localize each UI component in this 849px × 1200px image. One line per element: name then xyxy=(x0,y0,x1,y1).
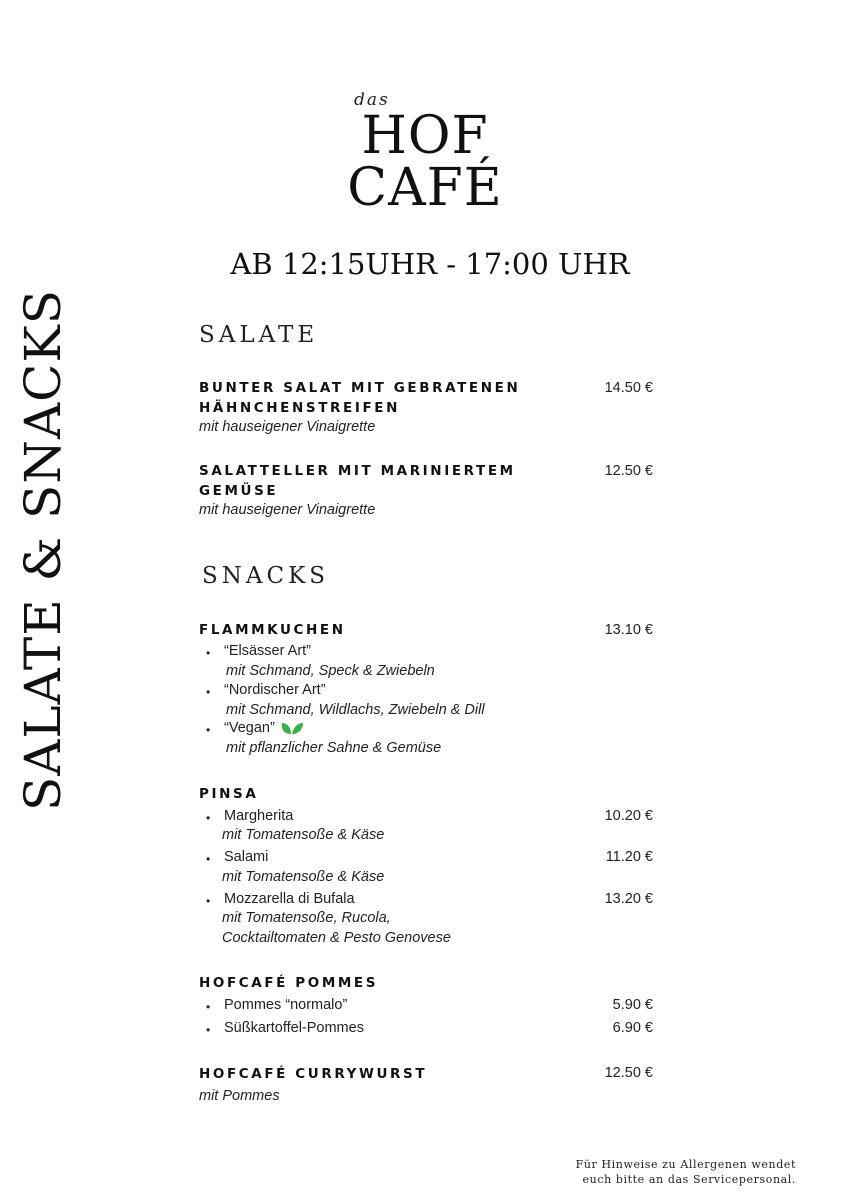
variant-description: mit Schmand, Wildlachs, Zwiebeln & Dill xyxy=(226,702,485,718)
item-description: mit Pommes xyxy=(199,1088,280,1104)
bullet: • xyxy=(206,723,211,737)
variant-description: mit Tomatensoße & Käse xyxy=(222,827,385,843)
variant-name: Mozzarella di Bufala xyxy=(224,891,355,907)
item-title: HOFCAFÉ POMMES xyxy=(199,975,379,991)
item-title: HOFCAFÉ CURRYWURST xyxy=(199,1066,428,1082)
item-price: 11.20 € xyxy=(605,849,653,865)
item-description: mit hauseigener Vinaigrette xyxy=(199,502,376,518)
bullet: • xyxy=(206,894,211,908)
variant-name: Pommes “normalo” xyxy=(224,997,348,1013)
allergen-note-line: euch bitte an das Servicepersonal. xyxy=(582,1173,796,1186)
item-title: FLAMMKUCHEN xyxy=(199,622,346,638)
opening-hours: AB 12:15UHR - 17:00 UHR xyxy=(230,247,630,281)
bullet: • xyxy=(206,1023,211,1037)
item-title: SALATTELLER MIT MARINIERTEM xyxy=(199,463,516,479)
item-title: BUNTER SALAT MIT GEBRATENEN xyxy=(199,380,521,396)
variant-name: Margherita xyxy=(224,808,294,824)
bullet: • xyxy=(206,811,211,825)
variant-description: mit Schmand, Speck & Zwiebeln xyxy=(226,663,435,679)
bullet: • xyxy=(206,852,211,866)
logo-cafe: CAFÉ xyxy=(347,158,503,218)
item-price: 12.50 € xyxy=(604,463,653,479)
variant-description: mit Tomatensoße, Rucola, xyxy=(222,910,391,926)
variant-name: Salami xyxy=(224,849,269,865)
allergen-note xyxy=(564,1157,796,1187)
variant-name-vegan xyxy=(224,720,304,736)
item-price: 13.10 € xyxy=(604,622,653,638)
item-title: PINSA xyxy=(199,786,259,802)
logo-hof: HOF xyxy=(361,106,489,166)
bullet: • xyxy=(206,646,211,660)
variant-description: mit Tomatensoße & Käse xyxy=(222,869,385,885)
item-title: GEMÜSE xyxy=(199,483,279,499)
item-price: 10.20 € xyxy=(604,808,653,824)
variant-name: Süßkartoffel-Pommes xyxy=(224,1020,364,1036)
variant-description: Cocktailtomaten & Pesto Genovese xyxy=(222,930,451,946)
side-title-text: SALATE & SNACKS xyxy=(14,288,72,812)
item-price: 12.50 € xyxy=(604,1065,653,1081)
section-heading-salate: SALATE xyxy=(199,322,319,348)
item-price: 14.50 € xyxy=(604,380,653,396)
item-title: HÄHNCHENSTREIFEN xyxy=(199,400,400,416)
allergen-note-line: Für Hinweise zu Allergenen wendet xyxy=(575,1158,796,1171)
section-heading-snacks: SNACKS xyxy=(202,563,330,589)
item-price: 5.90 € xyxy=(612,997,653,1013)
variant-name: “Nordischer Art” xyxy=(224,682,326,698)
bullet: • xyxy=(206,685,211,699)
variant-description: mit pflanzlicher Sahne & Gemüse xyxy=(226,740,442,756)
variant-name: “Elsässer Art” xyxy=(224,643,312,659)
variant-name: “Vegan” xyxy=(224,720,275,736)
item-price: 6.90 € xyxy=(612,1020,653,1036)
bullet: • xyxy=(206,1000,211,1014)
item-price: 13.20 € xyxy=(604,891,653,907)
logo-das: das xyxy=(354,90,390,110)
item-description: mit hauseigener Vinaigrette xyxy=(199,419,376,435)
vegan-leaf-icon xyxy=(280,722,304,735)
